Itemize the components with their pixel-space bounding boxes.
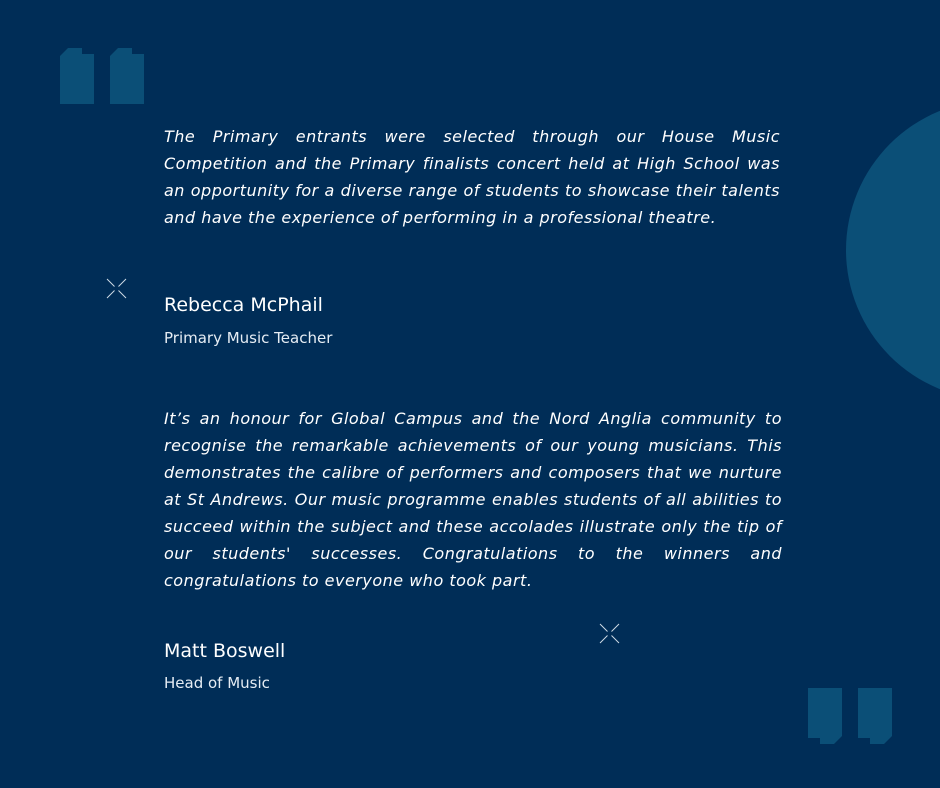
testimonial-author-role: Primary Music Teacher <box>164 329 333 347</box>
testimonial-author-name: Matt Boswell <box>164 640 286 662</box>
testimonial-quote: The Primary entrants were selected through our House Music Competition and the Primary finalists concert held at High School was an opportunity for a diverse range of students to showcase their talents and have the experience of performing in a professional theatre. <box>164 127 780 227</box>
quote-close-icon <box>808 688 894 744</box>
decorative-circle <box>846 100 940 400</box>
sparkle-icon <box>106 278 127 299</box>
testimonial-quote: It’s an honour for Global Campus and the Nord Anglia community to recognise the remarkable achievements of our young musicians. This demonstrates the calibre of performers and composers that we nurture at St Andrews. Our music programme enables students of all abilities to succeed within the subject and these accolades illustrate only the tip of our students' successes. Congratulations to the winners and congratulations to everyone who took part. <box>164 409 782 590</box>
quote-open-icon <box>60 48 146 104</box>
testimonial-author-name: Rebecca McPhail <box>164 294 323 316</box>
testimonial-author-role: Head of Music <box>164 674 270 692</box>
sparkle-icon <box>599 623 620 644</box>
